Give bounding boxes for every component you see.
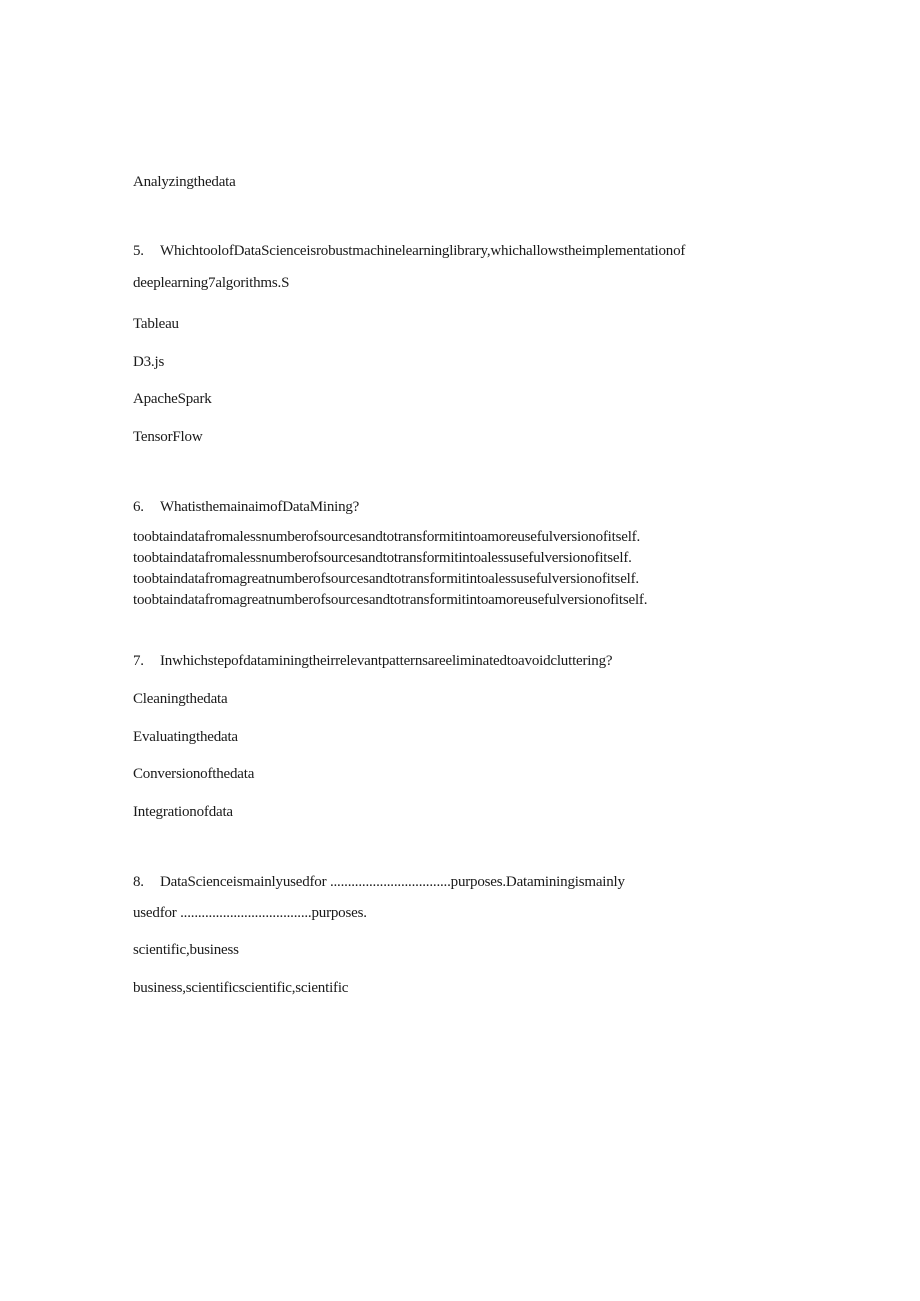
question-8-number: 8. xyxy=(133,874,144,890)
question-8-text-line2: usedfor .....................................purposes. xyxy=(133,905,367,921)
q6-option-3: toobtaindatafromagreatnumberofsourcesandtotransformitintoalessusefulversionofitself. xyxy=(133,571,639,587)
question-5-text-line2: deeplearning7algorithms.S xyxy=(133,275,290,291)
q5-option-3: ApacheSpark xyxy=(133,391,212,407)
q5-option-2: D3.js xyxy=(133,354,165,370)
previous-question-option: Analyzingthedata xyxy=(133,174,236,190)
question-7 xyxy=(133,652,612,670)
q5-option-4: TensorFlow xyxy=(133,429,203,445)
q8-option-2: business,scientificscientific,scientific xyxy=(133,980,349,996)
question-6-text: WhatisthemainaimofDataMining? xyxy=(160,499,360,515)
question-6 xyxy=(133,498,359,516)
q7-option-4: Integrationofdata xyxy=(133,804,233,820)
question-5 xyxy=(133,242,685,260)
q6-option-1: toobtaindatafromalessnumberofsourcesandtotransformitintoamoreusefulversionofitself. xyxy=(133,529,641,545)
question-5-number: 5. xyxy=(133,243,144,259)
q7-option-1: Cleaningthedata xyxy=(133,691,228,707)
q6-option-2: toobtaindatafromalessnumberofsourcesandtotransformitintoalessusefulversionofitself. xyxy=(133,550,632,566)
question-6-number: 6. xyxy=(133,499,144,515)
q8-option-1: scientific,business xyxy=(133,942,239,958)
q7-option-3: Conversionofthedata xyxy=(133,766,255,782)
question-7-number: 7. xyxy=(133,653,144,669)
q6-option-4: toobtaindatafromagreatnumberofsourcesandtotransformitintoamoreusefulversionofitself. xyxy=(133,592,648,608)
q7-option-2: Evaluatingthedata xyxy=(133,729,238,745)
q5-option-1: Tableau xyxy=(133,316,179,332)
question-8-text-line1: DataScienceismainlyusedfor ..................................purposes.Dataminingismainly xyxy=(160,874,625,890)
question-5-text-line1: WhichtoolofDataScienceisrobustmachinelearninglibrary,whichallowstheimplementationof xyxy=(160,243,686,259)
question-8 xyxy=(133,873,625,891)
question-7-text: Inwhichstepofdataminingtheirrelevantpatternsareeliminatedtoavoidcluttering? xyxy=(160,653,613,669)
